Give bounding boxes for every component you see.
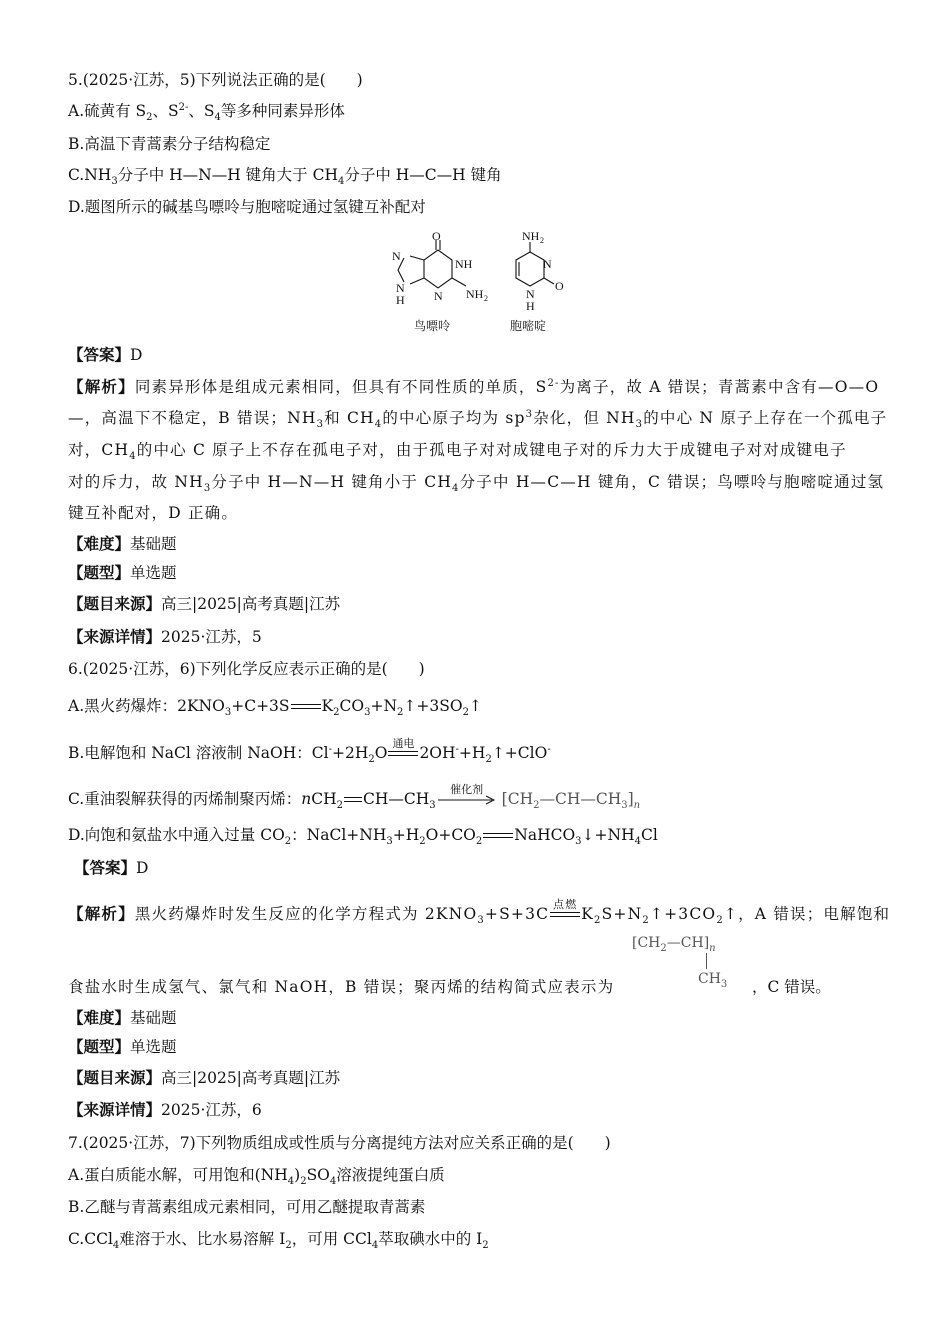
q6-option-d: D.向饱和氨盐水中通入过量 $CO_2$：$NaCl+NH_3+H_2O+CO_2$ $NaHCO_3↓+NH_4Cl$ [68, 826, 658, 848]
svg-text:NH: NH [466, 287, 484, 301]
svg-text:N: N [434, 289, 443, 303]
svg-text:O: O [555, 279, 564, 293]
q5-option-d: D.题图所示的碱基鸟嘌呤与胞嘧啶通过氢键互补配对 [68, 198, 426, 216]
q6-explanation-line-2: 食盐水时生成氢气、氯气和 NaOH，B 错误；聚丙烯的结构简式应表示为 [68, 978, 615, 996]
q5-difficulty: 【难度】基础题 [68, 534, 177, 553]
q7-option-c: C.CCl$_4$难溶于水、比水易溶解 $I_2$，可用 CCl$_4$萃取碘水中的 $I_2$ [68, 1230, 489, 1252]
svg-text:N: N [392, 249, 401, 263]
q5-explanation-line-2: —，高温下不稳定，B 错误；$NH_3$和 $CH_4$的中心原子均为 $sp^3$杂化，但 $NH_3$的中心 N 原子上存在一个孤电子 [68, 408, 888, 431]
q5-explanation-line-3: 对，$CH_4$的中心 C 原子上不存在孤电子对，由于孤电子对对成键电子对的斥力大于成键电子对对成键电子 [68, 441, 847, 463]
q6-difficulty: 【难度】基础题 [68, 1008, 177, 1027]
q6-explanation-line-2-end: ，C 错误。 [752, 978, 831, 996]
q6-option-b: B.电解饱和 NaCl 溶液制 NaOH：$Cl^-+2H_2O$ 通电 $2OH^-+H_2↑+ClO^-$ [68, 737, 551, 766]
q6-type: 【题型】单选题 [68, 1037, 177, 1056]
cytosine-label: 胞嘧啶 [510, 319, 547, 333]
guanine-label: 鸟嘌呤 [414, 319, 451, 333]
svg-text:H: H [526, 299, 535, 313]
svg-text:N: N [526, 287, 535, 301]
svg-text:N: N [543, 257, 552, 271]
svg-text:H: H [396, 293, 405, 307]
q5-explanation-line-5: 键互补配对，D 正确。 [68, 504, 239, 522]
q7-option-a: A.蛋白质能水解，可用饱和$(NH_4)_2SO_4$溶液提纯蛋白质 [68, 1166, 445, 1188]
svg-text:NH: NH [455, 257, 473, 271]
q5-source: 【题目来源】高三|2025|高考真题|江苏 [68, 594, 341, 613]
q5-type: 【题型】单选题 [68, 563, 177, 582]
svg-text:O: O [432, 229, 441, 243]
q5-option-c: $C.NH_3$分子中 H—N—H 键角大于 $CH_4$分子中 H—C—H 键角 [68, 166, 502, 188]
q6-option-a: A.黑火药爆炸：$2KNO_3+C+3S$ $K_2CO_3+N_2↑+3SO_2↑$ [68, 697, 482, 719]
q6-answer: 【答案】D [74, 858, 149, 877]
q5-explanation-line-1: 【解析】同素异形体是组成元素相同，但具有不同性质的单质，$S^{2-}$为离子，故 A 错误；青蒿素中含有—O—O [68, 377, 880, 396]
q7-stem: 7.(2025·江苏，7)下列物质组成或性质与分离提纯方法对应关系正确的是( ) [68, 1134, 611, 1152]
q5-explanation-line-4: 对的斥力，故 $NH_3$分子中 H—N—H 键角小于 $CH_4$分子中 H—C—H 键角，C 错误；鸟嘌呤与胞嘧啶通过氢 [68, 473, 885, 495]
q5-option-a: A.硫黄有 $S_2$、$S^{2-}$、$S_4$等多种同素异形体 [68, 101, 345, 124]
q6-option-c: C.重油裂解获得的丙烯制聚丙烯：nCH$_2$ $CH—CH_3$ 催化剂 $[CH_2—CH—CH_3]_n$ [68, 783, 641, 812]
q7-option-b: B.乙醚与青蒿素组成元素相同，可用乙醚提取青蒿素 [68, 1198, 426, 1216]
q6-source: 【题目来源】高三|2025|高考真题|江苏 [68, 1068, 341, 1087]
cytosine-structure [500, 228, 580, 338]
q6-source-detail: 【来源详情】2025·江苏，6 [68, 1100, 262, 1119]
q6-explanation-line-1: 【解析】黑火药爆炸时发生反应的化学方程式为 $2KNO_3+S+3C$ 点燃 $K_2S+N_2↑+3CO_2↑$，A 错误；电解饱和 [68, 898, 891, 927]
q5-option-b: B.高温下青蒿素分子结构稳定 [68, 135, 271, 153]
q6-stem: 6.(2025·江苏，6)下列化学反应表示正确的是( ) [68, 660, 425, 678]
polypropylene-structure: $[CH_2—CH]_n$ $CH_3$ [632, 935, 728, 990]
svg-text:N: N [396, 281, 405, 295]
q5-source-detail: 【来源详情】2025·江苏，5 [68, 627, 262, 646]
q5-answer: 【答案】D [68, 345, 143, 364]
svg-text:NH: NH [522, 229, 540, 243]
q5-stem: 5.(2025·江苏，5)下列说法正确的是( ) [68, 71, 363, 89]
svg-text:2: 2 [540, 236, 544, 245]
guanine-structure [370, 228, 500, 338]
svg-text:2: 2 [484, 294, 488, 303]
